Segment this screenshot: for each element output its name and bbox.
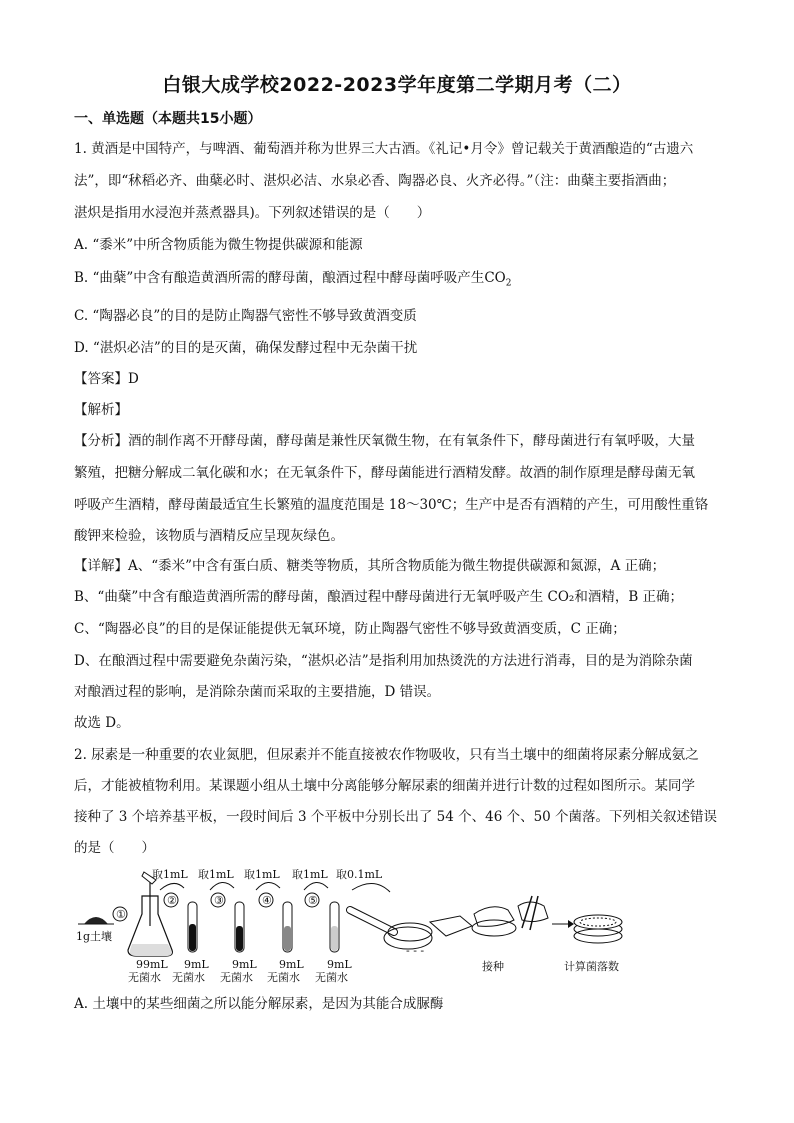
tube-water-label: 无菌水 <box>220 971 253 984</box>
detail-line: B、“曲蘖”中含有酿造黄酒所需的酵母菌，酿酒过程中酵母菌进行无氧呼吸产生 CO₂和酒精，B 正确； <box>74 589 684 605</box>
soil-pile-icon <box>84 917 108 924</box>
analysis-line: 呼吸产生酒精，酵母菌最适宜生长繁殖的温度范围是 18～30℃；生产中是否有酒精的产生，可用酸性重铬 <box>74 497 709 513</box>
q1-stem-line: 1. 黄酒是中国特产，与啤酒、葡萄酒并称为世界三大古酒。《礼记•月令》曾记载关于黄酒酿造的“古遗六 <box>74 141 694 157</box>
q1-option-a: A. “黍米”中所含物质能为微生物提供碳源和能源 <box>74 237 363 253</box>
tube-water-label: 无菌水 <box>172 971 205 984</box>
q1-option-b <box>74 268 724 294</box>
stacked-plates-icon <box>574 915 622 943</box>
tube-volume-label: 9mL <box>279 958 304 971</box>
inoculate-label: 接种 <box>482 960 504 973</box>
conclusion-line: 故选 D。 <box>74 715 130 731</box>
analysis-line: 【分析】酒的制作离不开酵母菌，酵母菌是兼性厌氧微生物，在有氧条件下，酵母菌进行有氧呼吸，大量 <box>74 433 695 449</box>
q2-stem-line: 2. 尿素是一种重要的农业氮肥，但尿素并不能直接被农作物吸收，只有当土壤中的细菌将尿素分解成氨之 <box>74 747 699 763</box>
dilution-figure <box>74 866 654 984</box>
q2-stem-line: 的是（ ） <box>74 840 155 856</box>
q1-option-b-text: B. “曲蘖”中含有酿造黄酒所需的酵母菌，酿酒过程中酵母菌呼吸产生 <box>74 270 485 286</box>
step-4-label: ④ <box>262 894 272 907</box>
take-label-1: 取1mL <box>152 868 188 881</box>
take-label-5: 取0.1mL <box>336 868 383 881</box>
take-label-2: 取1mL <box>198 868 234 881</box>
q2-stem-line: 后，才能被植物利用。某课题小组从土壤中分离能够分解尿素的细菌并进行计数的过程如图所示。某同学 <box>74 778 695 794</box>
detail-line: D、在酿酒过程中需要避免杂菌污染，“湛炽必洁”是指利用加热烫洗的方法进行消毒，目的是为消除杂菌 <box>74 653 693 669</box>
analysis-line: 繁殖，把糖分解成二氧化碳和水；在无氧条件下，酵母菌能进行酒精发酵。故酒的制作原理是酵母菌无氧 <box>74 465 695 481</box>
detail-line: 对酿酒过程的影响，是消除杂菌而采取的主要措施，D 错误。 <box>74 684 441 700</box>
arrow-dash: - - - <box>406 944 425 957</box>
flask-icon <box>128 872 172 956</box>
step-1-label: ① <box>116 908 126 921</box>
step-5-label: ⑤ <box>308 894 318 907</box>
step-2-label: ② <box>167 894 177 907</box>
tube-volume-label: 9mL <box>184 958 209 971</box>
tube-water-label: 无菌水 <box>315 971 348 984</box>
step-3-label: ③ <box>214 894 224 907</box>
count-label: 计算菌落数 <box>564 960 619 973</box>
q2-stem-line: 接种了 3 个培养基平板，一段时间后 3 个平板中分别长出了 54 个、46 个、50 个菌落。下列相关叙述错误 <box>74 809 718 825</box>
analysis-line: 酸钾来检验，该物质与酒精反应呈现灰绿色。 <box>74 528 344 544</box>
q1-option-d: D. “湛炽必洁”的目的是灭菌，确保发酵过程中无杂菌干扰 <box>74 340 418 356</box>
tube-volume-label: 9mL <box>327 958 352 971</box>
detail-line: C、“陶器必良”的目的是保证能提供无氧环境，防止陶器气密性不够导致黄酒变质，C 正确； <box>74 621 626 637</box>
tube-volume-label: 9mL <box>232 958 257 971</box>
flask-volume-label: 99mL <box>136 958 168 971</box>
co2-formula: $CO_2$ <box>484 270 512 289</box>
detail-line: 【详解】A、“黍米”中含有蛋白质、糖类等物质，其所含物质能为微生物提供碳源和氮源，A 正确； <box>74 558 666 574</box>
hands-inoculating-icon <box>472 896 548 936</box>
soil-label: 1g土壤 <box>76 930 113 943</box>
test-tube-icon <box>283 902 292 952</box>
page-title: 白银大成学校2022-2023学年度第二学期月考（二） <box>162 74 632 96</box>
transfer-arrows <box>160 882 390 892</box>
tube-water-label: 无菌水 <box>267 971 300 984</box>
take-label-3: 取1mL <box>244 868 280 881</box>
analysis-label: 【解析】 <box>74 402 128 418</box>
flask-water-label: 无菌水 <box>128 971 161 984</box>
answer-label: 【答案】D <box>74 371 139 387</box>
test-tube-icon <box>235 902 244 952</box>
section-heading: 一、单选题（本题共15小题） <box>74 111 262 127</box>
test-tube-icon <box>330 902 339 952</box>
take-label-4: 取1mL <box>292 868 328 881</box>
q1-stem-line: 法”，即“秫稻必齐、曲蘖必时、湛炽必洁、水泉必香、陶器必良、火齐必得。”（注：曲蘖主要指酒曲； <box>74 173 676 189</box>
q1-stem-line: 湛炽是指用水浸泡并蒸煮器具)。下列叙述错误的是（ ） <box>74 205 431 221</box>
spread-plate-icon <box>430 916 472 936</box>
q1-option-c: C. “陶器必良”的目的是防止陶器气密性不够导致黄酒变质 <box>74 308 417 324</box>
q2-option-a: A. 土壤中的某些细菌之所以能分解尿素，是因为其能合成脲酶 <box>74 996 444 1012</box>
test-tube-icon <box>188 902 197 952</box>
